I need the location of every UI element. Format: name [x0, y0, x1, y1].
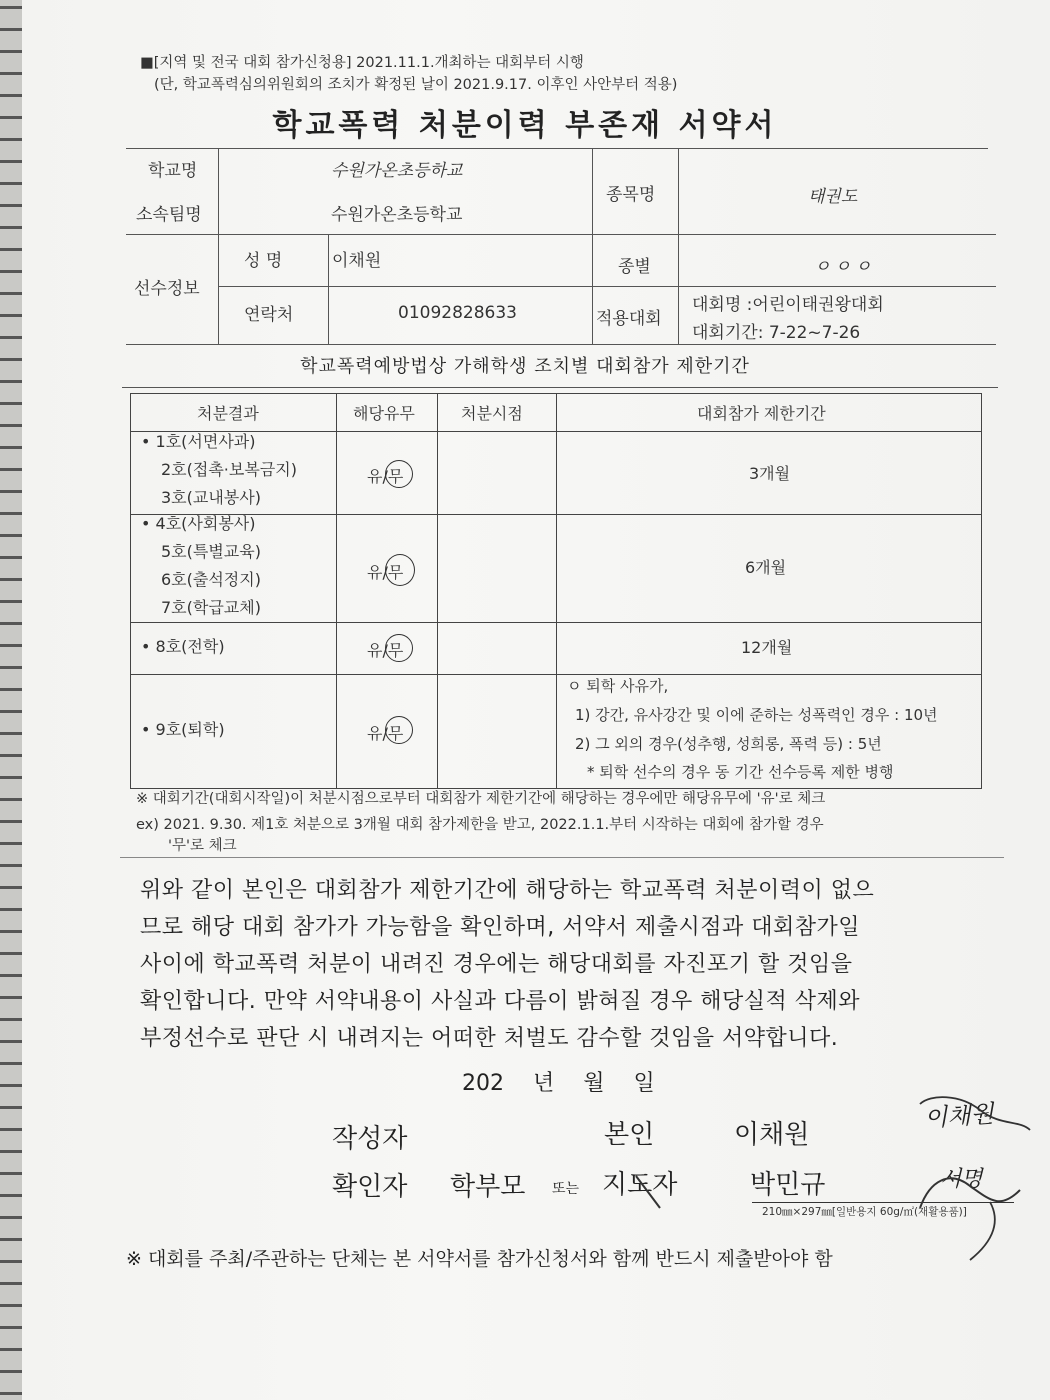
header-time: 처분시점 [461, 404, 523, 423]
school-value: 수원가온초등하교 [331, 161, 463, 181]
pledge-line-3: 사이에 학교폭력 처분이 내려진 경우에는 해당대회를 자진포기 할 것임을 [140, 952, 853, 977]
competition-period: 대회기간: 7-22~7-26 [692, 323, 861, 343]
event-value: 태권도 [808, 187, 858, 207]
header-result: 처분결과 [197, 404, 259, 423]
row4-period-line1: ㅇ 퇴학 사유가, [567, 677, 669, 695]
date-line: 202 년 월 일 [462, 1071, 655, 1096]
notes-divider [120, 857, 1004, 858]
row4-yn: 유/무 [367, 724, 404, 743]
notice-line-1: ■[지역 및 전국 대회 참가신청용] 2021.11.1.개최하는 대회부터 시행 [140, 55, 584, 71]
event-label: 종목명 [606, 185, 656, 205]
row2-item2: 5호(특별교육) [161, 542, 261, 561]
row1-yn: 유/무 [367, 467, 404, 486]
paper-spec: 210㎜×297㎜[일반용지 60g/㎡(재활용품)] [762, 1206, 967, 1218]
writer-name: 이채원 [734, 1120, 810, 1150]
page-title: 학교폭력 처분이력 부존재 서약서 [272, 108, 778, 143]
or-label: 또는 [552, 1181, 580, 1197]
row2-item4: 7호(학급교체) [161, 598, 261, 617]
class-value: ㅇㅇㅇ [814, 257, 876, 277]
row4-item1: • 9호(퇴학) [141, 720, 225, 739]
school-label: 학교명 [148, 161, 198, 181]
pledge-line-2: 므로 해당 대회 참가가 가능함을 확인하며, 서약서 제출시점과 대회참가일 [140, 915, 861, 940]
name-label: 성 명 [244, 251, 283, 271]
note-2: ex) 2021. 9.30. 제1호 처분으로 3개월 대회 참가제한을 받고, 2022.1.1.부터 시작하는 대회에 참가할 경우 [136, 817, 824, 833]
self-label: 본인 [604, 1120, 655, 1150]
confirmer-label: 확인자 [332, 1172, 408, 1202]
row1-item2: 2호(접촉·보복금지) [161, 460, 297, 479]
name-value: 이채원 [332, 251, 382, 271]
coach-label: 지도자 [602, 1170, 678, 1200]
row4-period-line2: 1) 강간, 유사강간 및 이에 준하는 성폭력인 경우 : 10년 [575, 706, 938, 724]
spiral-binding [0, 0, 22, 1400]
row1-item1: • 1호(서면사과) [141, 432, 256, 451]
writer-label: 작성자 [332, 1124, 408, 1154]
note-1: ※ 대회기간(대회시작일)이 처분시점으로부터 대회참가 제한기간에 해당하는 경우에만 해당유무에 '유'로 체크 [136, 791, 826, 807]
writer-signature: 이채원 [923, 1099, 995, 1133]
row3-period: 12개월 [741, 638, 793, 657]
team-label: 소속팀명 [136, 205, 202, 225]
pledge-text [140, 872, 1000, 1057]
header-period: 대회참가 제한기간 [697, 404, 826, 423]
info-table [126, 148, 996, 346]
parent-label: 학부모 [450, 1172, 526, 1202]
pledge-line-1: 위와 같이 본인은 대회참가 제한기간에 해당하는 학교폭력 처분이력이 없으 [140, 878, 875, 903]
class-label: 종별 [618, 257, 651, 277]
player-label: 선수정보 [134, 279, 200, 299]
header-applicable: 해당유무 [353, 404, 415, 423]
team-value: 수원가온초등학교 [331, 205, 463, 225]
row2-check-circle [385, 554, 415, 586]
row1-check-circle [385, 460, 413, 488]
table-subtitle: 학교폭력예방법상 가해학생 조치별 대회참가 제한기간 [300, 356, 750, 377]
pledge-line-5: 부정선수로 판단 시 내려지는 어떠한 처벌도 감수할 것임을 서약합니다. [140, 1026, 839, 1051]
row3-item1: • 8호(전학) [141, 637, 225, 656]
competition-name: 대회명 :어린이태권왕대회 [692, 295, 884, 315]
sanction-table [130, 393, 982, 789]
row2-item1: • 4호(사회봉사) [141, 514, 256, 533]
footer-note: ※ 대회를 주최/주관하는 단체는 본 서약서를 참가신청서와 함께 반드시 제출받아야 함 [126, 1248, 833, 1270]
row3-check-circle [385, 634, 413, 662]
row3-yn: 유/무 [367, 641, 404, 660]
row2-period: 6개월 [745, 558, 787, 577]
contact-value: 01092828633 [398, 303, 517, 323]
row1-item3: 3호(교내봉사) [161, 488, 261, 507]
contact-label: 연락처 [244, 305, 294, 325]
divider [122, 387, 998, 388]
confirmer-name: 박민규 [750, 1170, 826, 1200]
confirmer-signature: 서명 [940, 1167, 983, 1192]
signature-strokes [600, 1090, 1040, 1270]
row4-check-circle [385, 716, 413, 744]
notice-line-2: (단, 학교폭력심의위원회의 조치가 확정된 날이 2021.9.17. 이후인 사안부터 적용) [154, 77, 678, 93]
note-3: '무'로 체크 [168, 838, 237, 854]
spec-line [752, 1202, 1014, 1203]
row1-period: 3개월 [749, 464, 791, 483]
competition-label: 적용대회 [596, 309, 662, 329]
row2-yn: 유/무 [367, 563, 404, 582]
notice [140, 52, 677, 96]
row2-item3: 6호(출석정지) [161, 570, 261, 589]
row4-period-line4: * 퇴학 선수의 경우 동 기간 선수등록 제한 병행 [587, 763, 894, 781]
row4-period-line3: 2) 그 외의 경우(성추행, 성희롱, 폭력 등) : 5년 [575, 735, 882, 753]
pledge-line-4: 확인합니다. 만약 서약내용이 사실과 다름이 밝혀질 경우 해당실적 삭제와 [140, 989, 861, 1014]
